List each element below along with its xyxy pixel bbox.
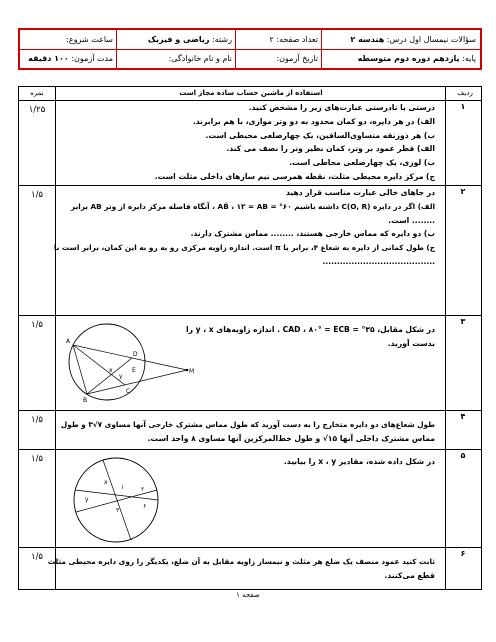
intersecting-chords-figure: [61, 452, 171, 548]
question-3-text: در شکل مقابل، ۳۵° = CAD ، ۸۰° = ECB . اندازه زاویه‌های y ، x را بدست آورید.: [186, 325, 435, 348]
question-number: ۴: [460, 412, 466, 421]
segment-label-y: y: [85, 496, 89, 503]
calculator-note: استفاده از ماشین حساب ساده مجاز است: [179, 89, 323, 97]
question-number: ۵: [460, 451, 466, 460]
point-label-d: D: [133, 351, 138, 358]
point-label-a: A: [66, 338, 71, 345]
question-number: ۲: [460, 187, 466, 196]
circle-tangent-figure: [59, 320, 199, 404]
point-label-m: M: [189, 368, 195, 375]
exam-date: تاریخ آزمون:: [276, 54, 318, 63]
point-label-c: C: [126, 388, 131, 395]
angle-label-x: x: [109, 367, 113, 374]
exam-duration: مدت آزمون: ۱۰۰ دقیقه: [28, 54, 113, 63]
column-header-row: ردیف: [457, 89, 473, 97]
student-name: نام و نام خانوادگی:: [168, 54, 232, 63]
question-6-text: ثابت کنید عمود منصف یک ضلع هر مثلث و نیمساز زاویه مقابل به آن ضلع، یکدیگر را روی دایره محیطی مثلث قطع می‌کنند.: [47, 557, 435, 580]
segment-label-2: ۲: [141, 486, 145, 493]
header-row-1: [20, 30, 480, 50]
question-score: ۱/۵: [31, 454, 43, 464]
field-of-study: رشته: ریاضی و فیزیک: [147, 35, 232, 44]
question-table: [18, 86, 482, 590]
question-score: ۱/۵: [31, 552, 43, 562]
question-4-text: طول شعاع‌های دو دایره متخارج را به دست آورید که طول مماس مشترک خارجی آنها مساوی ۷√۳ و طول مماس مشترک داخلی آنها ۱۵√ و طول خط‌المرکزین آنها مساوی ۸ واحد است.: [60, 420, 435, 443]
question-score: ۱/۵: [31, 320, 43, 330]
segment-label-1: ۱: [121, 484, 125, 491]
question-score: ۱/۵: [31, 415, 43, 425]
question-score: ۱/۵: [31, 190, 43, 200]
segment-label-3: ۳: [116, 507, 120, 514]
start-time: ساعت شروع:: [66, 35, 113, 44]
angle-label-y: y: [119, 373, 123, 380]
question-number: ۶: [460, 549, 466, 558]
point-label-e: E: [132, 367, 136, 374]
header-row-2: [20, 49, 480, 68]
course-title: سؤالات نیمسال اول درس: هندسه ۲: [350, 35, 476, 44]
grade: پایه: یازدهم دوره دوم متوسطه: [357, 54, 476, 63]
question-5-text: در شکل داده شده، مقادیر x ، y را بیابید.: [283, 457, 435, 466]
question-2-text: در جاهای خالی عبارت مناسب قرار دهید الف) اگر در دایره C(O, R) داشته باشیم ۶۰° = AB̂ ، ۱۲ = AB ، آنگاه فاصله مرکز دایره از وتر AB برابر ........ است. ب) دو دایره که مماس خارجی هستند، ........ مماس مشترک دارند. ج) طول کمانی از دایره به شعاع ۴، برابر با π است. اندازه زاویه مرکزی رو به رو به این کمان، برابر است با .......................................: [53, 188, 435, 266]
page-count: تعداد صفحه: ۲: [269, 35, 318, 44]
course-name: هندسه ۲: [350, 35, 385, 44]
page-footer: صفحه ۱: [236, 591, 260, 599]
question-number: ۱: [460, 102, 466, 111]
question-1-text: درستی یا نادرستی عبارت‌های زیر را مشخص کنید. الف) در هر دایره، دو کمان محدود به دو وتر موازی، با هم برابرند. ب) هر ذوزنقه متساوی‌الساقین، یک چهارضلعی محیطی است. الف) قطر عمود بر وتر، کمان نظیر وتر را نصف می کند. ب) لوزی، یک چهارضلعی محاطی است. ج) مرکز دایره محیطی مثلث، نقطه همرسی نیم سازهای داخلی مثلث است.: [154, 103, 435, 181]
question-number: ۳: [460, 317, 466, 326]
point-label-b: B: [83, 397, 88, 404]
segment-label-x: x: [104, 479, 108, 486]
exam-header: [18, 28, 482, 70]
column-header-score: نمره: [30, 89, 44, 97]
question-score: ۱/۲۵: [28, 105, 46, 115]
segment-label-6: ۶: [143, 503, 147, 510]
